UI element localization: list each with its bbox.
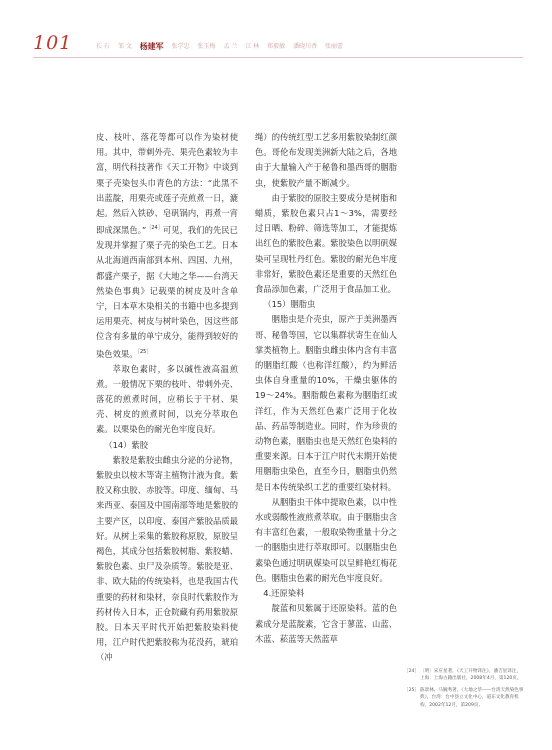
footnote-number: ［25］ xyxy=(404,687,420,693)
paragraph: 皮、枝叶、落花等都可以作为染材使用。其中，带刺外壳、果壳色素较为丰富，明代科技著作《天工开物》中谈到栗子壳染包头巾青色的方法：“此黑不出蓝靛，用栗壳或莲子壳煎煮一日，漉起。然后入铁砂、皂矾锅内，再煮一宵即成深黑色。”$^{[24]}$可见，我们的先民已发现并掌握了栗子壳的染色工艺。日本从北海道西南部到本州、四国、九州，都盛产栗子，据《大地之华——台湾天然染色事典》记载栗的树皮及叶含单宁，日本草木染相关的书籍中也多提到运用栗壳、树皮与树叶染色，因这些部位含有多量的单宁成分，能得到较好的染色效果。$^{[25]}$ xyxy=(96,132,238,359)
paragraph: 由于紫胶的原胶主要成分是树脂和蜡质，紫胶色素只占1～3%，需要经过日晒、粉碎、筛选等加工，才能提炼出红色的紫胶色素。紫胶染色以明矾媒染可呈现牡丹红色。紫胶的耐光色牢度非常好，紫胶色素还是重要的天然红色食品添加色素，广泛用于食品加工业。 xyxy=(255,192,397,295)
paragraph: 绳）的传统红型工艺多用紫胶染制红颜色。哥伦布发现美洲新大陆之后，各地由于大量输入产于秘鲁和墨西哥的胭脂虫，使紫胶产量不断减少。 xyxy=(255,132,397,188)
footnote-ref: ［24］ xyxy=(146,225,163,232)
paragraph: 靛蓝和贝紫属于还原染料。蓝的色素成分是蓝靛素，它含于蓼蓝、山蓝、木蓝、菘蓝等天然蓝草 xyxy=(255,603,397,644)
section-heading: （15）胭脂虫 xyxy=(263,299,316,310)
header-name: 张学忠 xyxy=(171,43,190,50)
page-header xyxy=(33,34,523,56)
header-author: 杨建军 xyxy=(139,42,164,51)
footnote-ref: ［25］ xyxy=(137,348,152,355)
header-name: 潘晓川香 xyxy=(293,43,318,50)
header-names xyxy=(96,40,349,51)
header-name: 张玉梅 xyxy=(197,43,216,50)
section-heading: （14）紫胶 xyxy=(104,439,149,450)
right-column xyxy=(255,130,397,647)
header-name: 长 石 xyxy=(96,43,110,50)
header-name: 孟 兰 xyxy=(223,43,238,50)
footnote-number: ［24］ xyxy=(404,669,420,674)
header-name: 张丽蕾 xyxy=(325,43,344,50)
section-heading: 4.还原染料 xyxy=(263,588,305,599)
paragraph: 胭脂虫是介壳虫，原产于美洲墨西哥、秘鲁等国，它以集群状寄生在仙人掌类植物上。胭脂虫雌虫体内含有丰富的胭脂红酸（也称洋红酸），约为鲜活虫体自身重量的10%，干燥虫躯体的19～24%。胭脂酸色素称为胭脂红或洋红，作为天然红色素广泛用于化妆品、药品等制造业。同时，作为珍贵的动物色素，胭脂虫也是天然红色染料的重要来源。日本于江户时代末期开始使用胭脂虫染色，直至今日，胭脂虫仍然是日本传统染织工艺的重要红染材料。 xyxy=(255,314,397,492)
header-name: 邹 文 xyxy=(117,43,132,50)
footnotes xyxy=(404,668,524,713)
paragraph: 萃取色素时，多以碱性液高温煎煮。一般情况下栗的枝叶、带刺外壳、落花的煎煮时间，应稍长于干材、果壳、树皮的煎煮时间，以充分萃取色素。以栗染色的耐光色牢度良好。 xyxy=(96,363,238,435)
header-name: 江 林 xyxy=(245,43,260,50)
left-column xyxy=(96,130,238,666)
page-number: 101 xyxy=(33,32,73,54)
footnote xyxy=(404,687,524,709)
paragraph: 从胭脂虫干体中提取色素，以中性水或弱酸性液煎煮萃取。由于胭脂虫含有丰富红色素，一般取染物重量十分之一的胭脂虫进行萃取即可。以胭脂虫色素染色通过明矾媒染可以呈鲜艳红梅花色。胭脂虫色素的耐光色牢度良好。 xyxy=(255,496,397,583)
paragraph: 紫胶是紫胶虫雌虫分泌的分泌物，紫胶虫以桉木等寄主植物汁液为食。紫胶又称虫胶、赤胶等。印度、缅甸、马来西亚、泰国及中国南部等地是紫胶的主要产区，以印度、泰国产紫胶品质最好。从树上采集的紫胶称原胶，原胶呈褐色，其成分包括紫胶树脂、紫胶蜡、紫胶色素、虫尸及杂质等。紫胶是亚、非、欧大陆的传统染料，也是我国古代重要的药材和染材，奈良时代紫胶作为药材传入日本，正仓院藏有药用紫胶原胶。日本天平时代开始把紫胶染料使用，江户时代把紫胶称为花没药，琥珀（冲 xyxy=(96,454,238,663)
header-rule xyxy=(33,57,523,58)
footnote-text: 〔明〕宋应星著，《天工开物译注》，潘吉星译注，上海：上海古籍出版社，2008年4月，第120页。 xyxy=(420,669,522,682)
footnote-text: 陈景林、马毓秀著，《大地之华——台湾天然染色事典》，台湾：台中县立文化中心，道东文化教育机构，2002年12月，第209页。 xyxy=(420,687,524,708)
header-name: 郑毅敏 xyxy=(267,43,286,50)
footnote xyxy=(404,668,524,683)
